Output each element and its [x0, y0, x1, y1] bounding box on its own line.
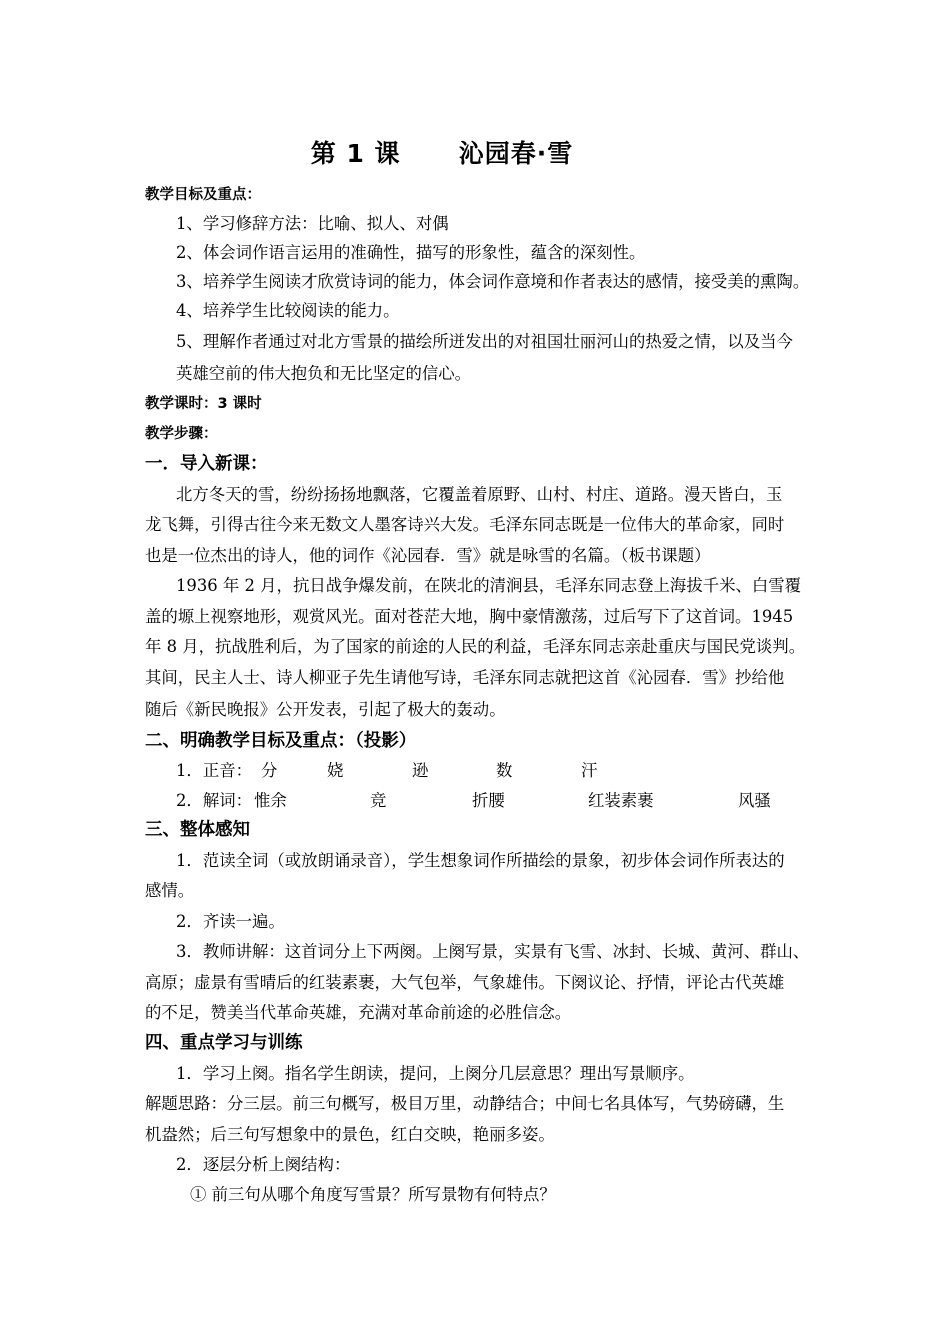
pronunciation-word: 汗	[581, 761, 598, 780]
part1-heading: 一．导入新课：	[145, 454, 268, 474]
pronunciation-word: 分	[261, 761, 278, 780]
paragraph-line: 北方冬天的雪，纷纷扬扬地飘落，它覆盖着原野、山村、村庄、道路。漫天皆白，玉	[176, 485, 783, 504]
pronunciation-word: 逊	[412, 761, 429, 780]
goal-item-continued: 英雄空前的伟大抱负和无比坚定的信心。	[176, 364, 472, 383]
paragraph-line: 1936 年 2 月，抗日战争爆发前，在陕北的清涧县，毛泽东同志登上海拔千米、白雪覆	[176, 576, 802, 595]
part2-heading: 二、明确教学目标及重点：（投影）	[145, 731, 417, 751]
vocabulary-word: 竞	[370, 791, 387, 810]
vocabulary-word: 折腰	[472, 791, 505, 810]
goal-item: 5、理解作者通过对北方雪景的描绘所迸发出的对祖国壮丽河山的热爱之情，以及当今	[176, 332, 793, 351]
pronunciation-label: 1．正音：	[176, 761, 252, 780]
paragraph-line: 1．学习上阕。指名学生朗读，提问，上阕分几层意思？理出写景顺序。	[176, 1064, 695, 1083]
paragraph-line: 3．教师讲解：这首词分上下两阕。上阕写景，实景有飞雪、冰封、长城、黄河、群山、	[176, 942, 810, 961]
paragraph-line: 机盎然；后三句写想象中的景色，红白交映，艳丽多姿。	[145, 1125, 555, 1144]
vocabulary-row	[176, 788, 836, 814]
goal-item: 3、培养学生阅读才欣赏诗词的能力，体会词作意境和作者表达的感情，接受美的熏陶。	[176, 272, 810, 291]
paragraph-line: 其间，民主人士、诗人柳亚子先生请他写诗，毛泽东同志就把这首《沁园春．雪》抄给他	[145, 668, 785, 687]
steps-heading: 教学步骤：	[145, 426, 218, 442]
paragraph-line: 感情。	[145, 881, 195, 900]
goals-heading: 教学目标及重点：	[145, 187, 261, 203]
paragraph-line: 2．逐层分析上阕结构：	[176, 1155, 351, 1174]
paragraph-line: 高原；虚景有雪晴后的红装素裹，大气包举，气象雄伟。下阕议论、抒情，评论古代英雄	[145, 973, 785, 992]
paragraph-line: 随后《新民晚报》公开发表，引起了极大的轰动。	[145, 700, 506, 719]
pronunciation-word: 数	[496, 761, 513, 780]
question-item: ① 前三句从哪个角度写雪景？所写景物有何特点？	[190, 1185, 556, 1204]
paragraph-line: 1．范读全词（或放朗诵录音），学生想象词作所描绘的景象，初步体会词作所表达的	[176, 851, 785, 870]
goal-item: 4、培养学生比较阅读的能力。	[176, 301, 400, 320]
paragraph-line: 解题思路：分三层。前三句概写，极目万里，动静结合；中间七名具体写，气势磅礴，生	[145, 1094, 785, 1113]
part4-heading: 四、重点学习与训练	[145, 1033, 303, 1053]
goal-item: 1、学习修辞方法：比喻、拟人、对偶	[176, 214, 449, 233]
paragraph-line: 龙飞舞，引得古往今来无数文人墨客诗兴大发。毛泽东同志既是一位伟大的革命家，同时	[145, 515, 785, 534]
paragraph-line: 也是一位杰出的诗人，他的词作《沁园春．雪》就是咏雪的名篇。（板书课题）	[145, 546, 711, 565]
pronunciation-word: 娆	[327, 761, 344, 780]
paragraph-line: 盖的塬上视察地形，观赏风光。面对苍茫大地，胸中豪情激荡，过后写下了这首词。1945	[145, 607, 794, 626]
vocabulary-word: 风骚	[738, 791, 771, 810]
goal-item: 2、体会词作语言运用的准确性，描写的形象性，蕴含的深刻性。	[176, 243, 646, 262]
paragraph-line: 的不足，赞美当代革命英雄，充满对革命前途的必胜信念。	[145, 1003, 572, 1022]
paragraph-line: 年 8 月，抗战胜利后，为了国家的前途的人民的利益，毛泽东同志亲赴重庆与国民党谈判。	[145, 637, 806, 656]
vocabulary-word: 惟余	[254, 791, 287, 810]
lesson-title: 第 1 课 沁园春·雪	[310, 139, 574, 168]
class-hours: 教学课时：3 课时	[145, 396, 262, 412]
paragraph-line: 2．齐读一遍。	[176, 912, 285, 931]
vocabulary-label: 2．解词：	[176, 791, 252, 810]
part3-heading: 三、整体感知	[145, 820, 250, 840]
vocabulary-word: 红装素裹	[588, 791, 654, 810]
pronunciation-row	[176, 758, 836, 784]
